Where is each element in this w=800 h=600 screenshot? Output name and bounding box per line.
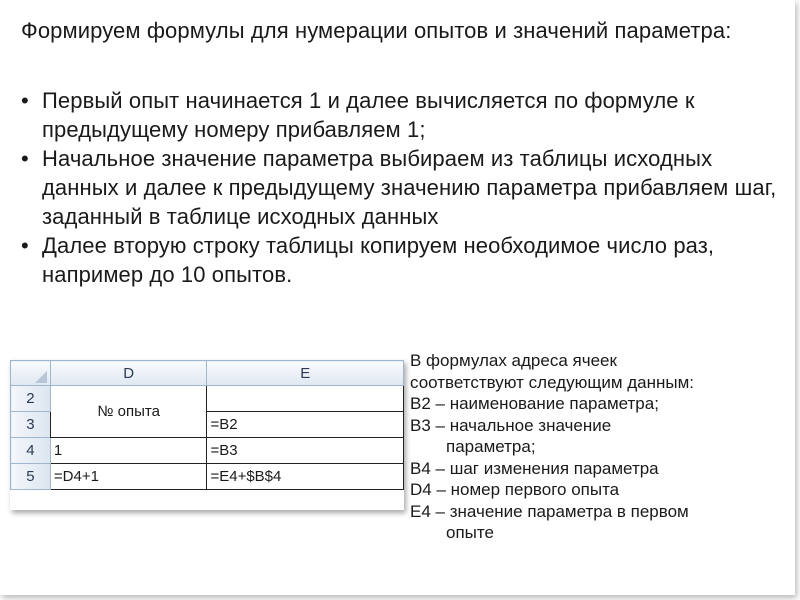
cell-d2-d3-merged[interactable]: № опыта	[50, 386, 207, 438]
bullet-dot: •	[21, 88, 29, 113]
note-b2: B2 – наименование параметра;	[410, 394, 659, 413]
select-all-corner[interactable]	[11, 361, 51, 386]
note-b3-line1: B3 – начальное значение	[410, 415, 612, 435]
notes-title-line1: В формулах адреса ячеек	[410, 351, 617, 370]
column-header-d[interactable]: D	[50, 361, 207, 386]
row-header-3[interactable]: 3	[11, 412, 51, 438]
spreadsheet-grid	[10, 360, 404, 490]
bullet-item	[21, 86, 781, 144]
row-header-5[interactable]: 5	[11, 464, 51, 490]
notes-title-line2: соответствуют следующим данным:	[410, 372, 695, 392]
cell-e5[interactable]: =E4+$B$4	[207, 464, 404, 490]
cell-d4[interactable]: 1	[50, 438, 207, 464]
bullet-item	[21, 231, 781, 289]
cell-d5[interactable]: =D4+1	[50, 464, 207, 490]
bullet-text: Начальное значение параметра выбираем из таблицы исходных данных и далее к предыдущему значению параметра прибавляем шаг, заданный в таблице исходных данных	[42, 146, 777, 229]
note-b3-line2: параметра;	[446, 437, 536, 456]
intro-text: Формируем формулы для нумерации опытов и значений параметра:	[21, 18, 732, 43]
cell-e3[interactable]: =B2	[207, 412, 404, 438]
note-b4: B4 – шаг изменения параметра	[410, 458, 659, 478]
note-d4: D4 – номер первого опыта	[410, 480, 620, 499]
cell-e2[interactable]	[207, 386, 404, 412]
note-e4-line1: E4 – значение параметра в первом	[410, 501, 689, 521]
row-header-2[interactable]: 2	[11, 386, 51, 412]
spreadsheet-screenshot	[10, 360, 404, 510]
formula-notes	[410, 350, 795, 544]
column-header-e[interactable]: E	[207, 361, 404, 386]
bullet-text: Далее вторую строку таблицы копируем необходимое число раз, например до 10 опытов.	[42, 233, 715, 287]
bullet-dot: •	[21, 233, 29, 258]
note-e4-line2: опыте	[446, 523, 494, 542]
bullet-list	[21, 86, 781, 289]
cell-e4[interactable]: =B3	[207, 438, 404, 464]
bullet-text: Первый опыт начинается 1 и далее вычисляется по формуле к предыдущему номеру прибавляем 1;	[42, 88, 695, 142]
bullet-dot: •	[21, 146, 29, 171]
row-header-4[interactable]: 4	[11, 438, 51, 464]
bullet-item	[21, 144, 781, 231]
